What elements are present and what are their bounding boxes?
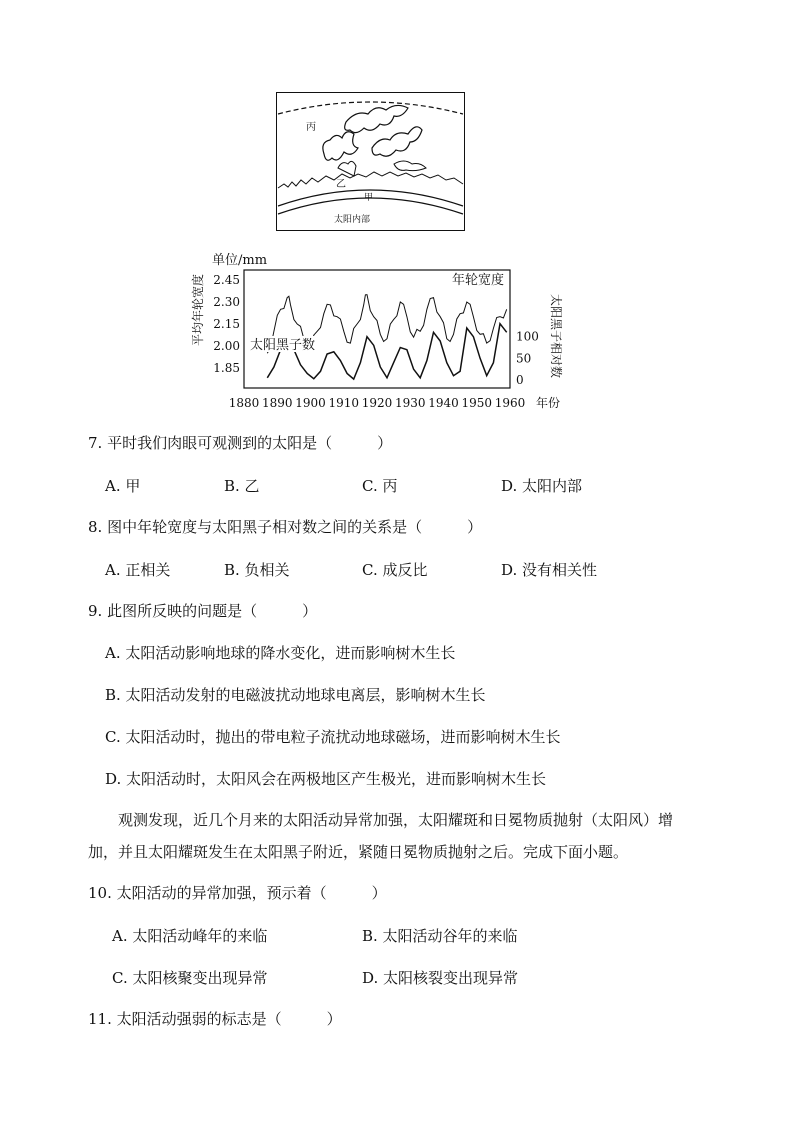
label-interior: 太阳内部 xyxy=(334,215,371,225)
series-label-sunspot: 太阳黑子数 xyxy=(250,338,316,353)
left-axis-label: 平均年轮宽度 xyxy=(191,273,205,347)
chart-svg xyxy=(186,250,566,414)
x-tick-label: 1920 xyxy=(361,396,393,410)
left-tick-label: 2.15 xyxy=(213,317,240,331)
x-tick-label: 1900 xyxy=(295,396,326,410)
label-bing: 丙 xyxy=(306,122,316,133)
x-tick-label: 1960 xyxy=(494,396,526,410)
q7-option-c[interactable]: C. 丙 xyxy=(362,477,398,495)
left-tick-label: 2.45 xyxy=(213,273,240,287)
series-label-tree: 年轮宽度 xyxy=(452,273,505,288)
q7-option-a[interactable]: A. 甲 xyxy=(105,477,141,495)
label-jia: 甲 xyxy=(364,193,374,203)
right-tick-label: 100 xyxy=(516,329,539,344)
left-tick-label: 1.85 xyxy=(213,361,240,375)
right-tick-label: 0 xyxy=(516,373,524,387)
tree-ring-sunspot-chart xyxy=(186,250,566,414)
q8-option-c[interactable]: C. 成反比 xyxy=(362,561,428,579)
q9-option-d[interactable]: D. 太阳活动时，太阳风会在两极地区产生极光，进而影响树木生长 xyxy=(105,770,547,788)
question-10-stem: 10. 太阳活动的异常加强，预示着（ ） xyxy=(88,884,387,902)
passage-line-2: 加，并且太阳耀斑发生在太阳黑子附近，紧随日冕物质抛射之后。完成下面小题。 xyxy=(88,843,629,861)
solar-layers-diagram xyxy=(276,92,465,231)
q10-option-b[interactable]: B. 太阳活动谷年的来临 xyxy=(362,927,518,945)
x-tick-label: 1950 xyxy=(461,396,493,410)
q10-option-a[interactable]: A. 太阳活动峰年的来临 xyxy=(112,927,268,945)
left-tick-label: 2.00 xyxy=(213,339,240,353)
label-yi: 乙 xyxy=(336,179,346,190)
x-unit: 年份 xyxy=(536,396,561,410)
q9-option-b[interactable]: B. 太阳活动发射的电磁波扰动地球电离层，影响树木生长 xyxy=(105,686,486,704)
left-tick-label: 2.30 xyxy=(213,295,240,309)
x-tick-label: 1890 xyxy=(261,396,293,410)
q10-option-d[interactable]: D. 太阳核裂变出现异常 xyxy=(362,969,519,987)
q9-option-a[interactable]: A. 太阳活动影响地球的降水变化，进而影响树木生长 xyxy=(105,644,456,662)
x-tick-label: 1930 xyxy=(394,396,426,410)
right-axis-label: 太阳黑子相对数 xyxy=(549,293,563,379)
right-tick-label: 50 xyxy=(516,351,532,366)
question-11-stem: 11. 太阳活动强弱的标志是（ ） xyxy=(88,1010,342,1028)
q7-option-b[interactable]: B. 乙 xyxy=(224,477,260,495)
q8-option-d[interactable]: D. 没有相关性 xyxy=(501,561,598,579)
q10-option-c[interactable]: C. 太阳核聚变出现异常 xyxy=(112,969,268,987)
question-8-stem: 8. 图中年轮宽度与太阳黑子相对数之间的关系是（ ） xyxy=(88,518,483,536)
x-tick-label: 1880 xyxy=(228,396,260,410)
q8-option-a[interactable]: A. 正相关 xyxy=(105,561,171,579)
q8-option-b[interactable]: B. 负相关 xyxy=(224,561,290,579)
unit-label: 单位/mm xyxy=(212,253,268,268)
question-9-stem: 9. 此图所反映的问题是（ ） xyxy=(88,602,318,620)
passage-line-1: 观测发现，近几个月来的太阳活动异常加强，太阳耀斑和日冕物质抛射（太阳风）增 xyxy=(118,811,674,829)
solar-layers-figure xyxy=(276,92,465,231)
q9-option-c[interactable]: C. 太阳活动时，抛出的带电粒子流扰动地球磁场，进而影响树木生长 xyxy=(105,728,561,746)
x-tick-label: 1910 xyxy=(328,396,360,410)
question-7-stem: 7. 平时我们肉眼可观测到的太阳是（ ） xyxy=(88,434,393,452)
q7-option-d[interactable]: D. 太阳内部 xyxy=(501,477,583,495)
x-tick-label: 1940 xyxy=(428,396,459,410)
